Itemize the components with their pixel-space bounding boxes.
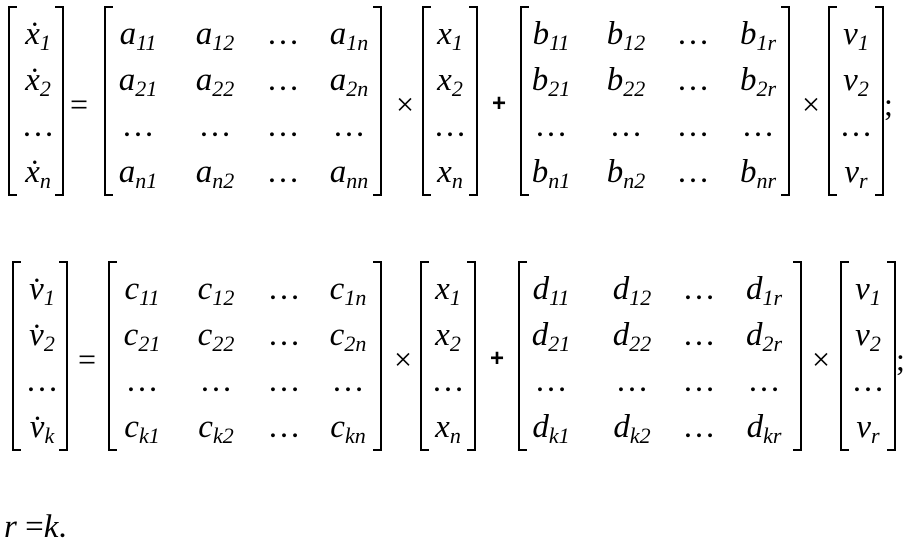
- plus-sign: +: [490, 345, 505, 372]
- coefficient-matrix-a-entry: …: [266, 62, 300, 98]
- equals-sign: =: [78, 341, 97, 377]
- state-vector-x-right-bracket: [469, 6, 478, 196]
- coefficient-matrix-d-entry: $d_{kr}$: [746, 409, 782, 449]
- lhs-state-derivative-vector-entry: $v̇_1$: [29, 271, 55, 311]
- coefficient-matrix-d-entry: $d_{k2}$: [613, 409, 651, 449]
- coefficient-matrix-c-entry: $c_{k1}$: [124, 409, 160, 449]
- coefficient-matrix-c-left-bracket: [108, 261, 117, 451]
- coefficient-matrix-a-entry: …: [332, 108, 366, 144]
- coefficient-matrix-b-entry: $b_{12}$: [606, 16, 646, 56]
- coefficient-matrix-b-entry: …: [676, 16, 710, 52]
- input-vector-v-entry: $v_1$: [855, 271, 881, 311]
- constraint-equals: =: [25, 509, 44, 545]
- state-vector-x-left-bracket: [420, 261, 429, 451]
- coefficient-matrix-a-entry: $a_{n2}$: [195, 154, 235, 194]
- coefficient-matrix-a-right-bracket: [373, 6, 382, 196]
- state-vector-x-left-bracket: [422, 6, 431, 196]
- state-vector-x-entry: …: [431, 363, 465, 399]
- times-sign: ×: [802, 86, 821, 122]
- coefficient-matrix-b-entry: $b_{11}$: [532, 16, 570, 56]
- coefficient-matrix-c-entry: $c_{21}$: [123, 317, 161, 357]
- coefficient-matrix-b-entry: …: [676, 108, 710, 144]
- coefficient-matrix-c-entry: $c_{2n}$: [329, 317, 367, 357]
- input-vector-v-right-bracket: [875, 6, 884, 196]
- constraint-lhs: r: [4, 509, 17, 545]
- coefficient-matrix-c-entry: …: [267, 409, 301, 445]
- state-vector-x-right-bracket: [467, 261, 476, 451]
- input-vector-v-left-bracket: [840, 261, 849, 451]
- state-vector-x-entry: $x_n$: [437, 154, 463, 194]
- coefficient-matrix-d-entry: …: [682, 409, 716, 445]
- coefficient-matrix-a-entry: $a_{2n}$: [329, 62, 369, 102]
- coefficient-matrix-b-entry: …: [534, 108, 568, 144]
- coefficient-matrix-a: [104, 6, 382, 196]
- equals-sign: =: [70, 86, 89, 122]
- coefficient-matrix-d-right-bracket: [793, 261, 802, 451]
- coefficient-matrix-c-entry: …: [267, 317, 301, 353]
- input-vector-v-entry: $v_2$: [843, 62, 869, 102]
- coefficient-matrix-b-entry: $b_{n2}$: [606, 154, 646, 194]
- coefficient-matrix-a-entry: $a_{22}$: [195, 62, 235, 102]
- coefficient-matrix-b-entry: …: [741, 108, 775, 144]
- coefficient-matrix-c-entry: …: [267, 363, 301, 399]
- constraint-equation: [4, 511, 67, 544]
- coefficient-matrix-b-entry: …: [676, 62, 710, 98]
- lhs-state-derivative-vector-entry: ẋ$_n$: [25, 154, 51, 194]
- coefficient-matrix-c: [108, 261, 382, 451]
- coefficient-matrix-b-right-bracket: [781, 6, 790, 196]
- coefficient-matrix-a-entry: $a_{n1}$: [118, 154, 158, 194]
- coefficient-matrix-c-entry: $c_{kn}$: [330, 409, 366, 449]
- semicolon: ;: [896, 341, 905, 377]
- input-vector-v-entry: $v_r$: [856, 409, 880, 449]
- state-vector-x-entry: $x_2$: [437, 62, 463, 102]
- semicolon: ;: [884, 86, 893, 122]
- coefficient-matrix-d-entry: …: [682, 363, 716, 399]
- state-vector-x-entry: $x_1$: [435, 271, 461, 311]
- lhs-state-derivative-vector-entry: ẋ$_1$: [25, 16, 51, 56]
- coefficient-matrix-b-entry: $b_{n1}$: [531, 154, 571, 194]
- lhs-state-derivative-vector: [8, 6, 64, 196]
- coefficient-matrix-d-entry: $d_{2r}$: [745, 317, 783, 357]
- coefficient-matrix-a-left-bracket: [104, 6, 113, 196]
- coefficient-matrix-a-entry: …: [121, 108, 155, 144]
- coefficient-matrix-d-entry: …: [747, 363, 781, 399]
- coefficient-matrix-d-entry: $d_{12}$: [612, 271, 652, 311]
- coefficient-matrix-c-entry: $c_{22}$: [197, 317, 235, 357]
- input-vector-v-entry: …: [839, 108, 873, 144]
- input-vector-v: [840, 261, 896, 451]
- coefficient-matrix-a-entry: …: [266, 154, 300, 190]
- coefficient-matrix-d-entry: …: [615, 363, 649, 399]
- coefficient-matrix-d-entry: $d_{1r}$: [745, 271, 783, 311]
- lhs-state-derivative-vector-left-bracket: [8, 6, 17, 196]
- state-vector-x: [420, 261, 476, 451]
- lhs-state-derivative-vector-entry: …: [21, 108, 55, 144]
- lhs-state-derivative-vector-entry: ẋ$_2$: [25, 62, 51, 102]
- lhs-state-derivative-vector-entry: $v̇_k$: [29, 409, 55, 449]
- times-sign: ×: [396, 86, 415, 122]
- coefficient-matrix-b-entry: $b_{1r}$: [739, 16, 777, 56]
- coefficient-matrix-c-entry: $c_{12}$: [197, 271, 235, 311]
- state-vector-x-entry: $x_2$: [435, 317, 461, 357]
- input-vector-v-right-bracket: [887, 261, 896, 451]
- coefficient-matrix-b-entry: $b_{2r}$: [739, 62, 777, 102]
- coefficient-matrix-c-entry: …: [331, 363, 365, 399]
- coefficient-matrix-b: [520, 6, 790, 196]
- equation-1: [0, 0, 910, 200]
- input-vector-v-entry: …: [851, 363, 885, 399]
- coefficient-matrix-a-entry: …: [266, 108, 300, 144]
- coefficient-matrix-d-entry: $d_{11}$: [532, 271, 570, 311]
- coefficient-matrix-d-entry: …: [682, 271, 716, 307]
- state-vector-x-entry: $x_1$: [437, 16, 463, 56]
- coefficient-matrix-d-entry: …: [534, 363, 568, 399]
- coefficient-matrix-c-right-bracket: [373, 261, 382, 451]
- plus-sign: +: [492, 90, 507, 117]
- coefficient-matrix-d: [518, 261, 802, 451]
- coefficient-matrix-c-entry: $c_{k2}$: [198, 409, 234, 449]
- equation-2: [0, 255, 910, 455]
- coefficient-matrix-a-entry: $a_{1n}$: [329, 16, 369, 56]
- state-vector-x-entry: …: [433, 108, 467, 144]
- input-vector-v-left-bracket: [828, 6, 837, 196]
- coefficient-matrix-b-entry: …: [609, 108, 643, 144]
- lhs-state-derivative-vector-entry: $v̇_2$: [29, 317, 55, 357]
- coefficient-matrix-b-left-bracket: [520, 6, 529, 196]
- coefficient-matrix-c-entry: …: [267, 271, 301, 307]
- coefficient-matrix-b-entry: $b_{nr}$: [739, 154, 777, 194]
- coefficient-matrix-c-entry: …: [125, 363, 159, 399]
- times-sign: ×: [394, 341, 413, 377]
- coefficient-matrix-d-entry: $d_{21}$: [531, 317, 571, 357]
- state-vector-x-entry: $x_n$: [435, 409, 461, 449]
- coefficient-matrix-c-entry: $c_{1n}$: [329, 271, 367, 311]
- input-vector-v-entry: $v_r$: [844, 154, 868, 194]
- coefficient-matrix-b-entry: …: [676, 154, 710, 190]
- coefficient-matrix-c-entry: …: [199, 363, 233, 399]
- coefficient-matrix-d-entry: $d_{22}$: [612, 317, 652, 357]
- coefficient-matrix-b-entry: $b_{21}$: [531, 62, 571, 102]
- coefficient-matrix-a-entry: $a_{21}$: [118, 62, 158, 102]
- coefficient-matrix-d-left-bracket: [518, 261, 527, 451]
- coefficient-matrix-a-entry: $a_{11}$: [119, 16, 157, 56]
- coefficient-matrix-d-entry: $d_{k1}$: [532, 409, 570, 449]
- coefficient-matrix-b-entry: $b_{22}$: [606, 62, 646, 102]
- constraint-rhs: k: [43, 509, 59, 545]
- coefficient-matrix-a-entry: …: [266, 16, 300, 52]
- lhs-state-derivative-vector-entry: …: [25, 363, 59, 399]
- times-sign: ×: [812, 341, 831, 377]
- lhs-state-derivative-vector: [12, 261, 68, 451]
- lhs-state-derivative-vector-right-bracket: [55, 6, 64, 196]
- state-vector-x: [422, 6, 478, 196]
- lhs-state-derivative-vector-left-bracket: [12, 261, 21, 451]
- input-vector-v-entry: $v_2$: [855, 317, 881, 357]
- coefficient-matrix-c-entry: $c_{11}$: [124, 271, 160, 311]
- input-vector-v-entry: $v_1$: [843, 16, 869, 56]
- coefficient-matrix-d-entry: …: [682, 317, 716, 353]
- coefficient-matrix-a-entry: …: [198, 108, 232, 144]
- input-vector-v: [828, 6, 884, 196]
- constraint-period: .: [58, 509, 67, 545]
- lhs-state-derivative-vector-right-bracket: [59, 261, 68, 451]
- coefficient-matrix-a-entry: $a_{12}$: [195, 16, 235, 56]
- coefficient-matrix-a-entry: $a_{nn}$: [329, 154, 369, 194]
